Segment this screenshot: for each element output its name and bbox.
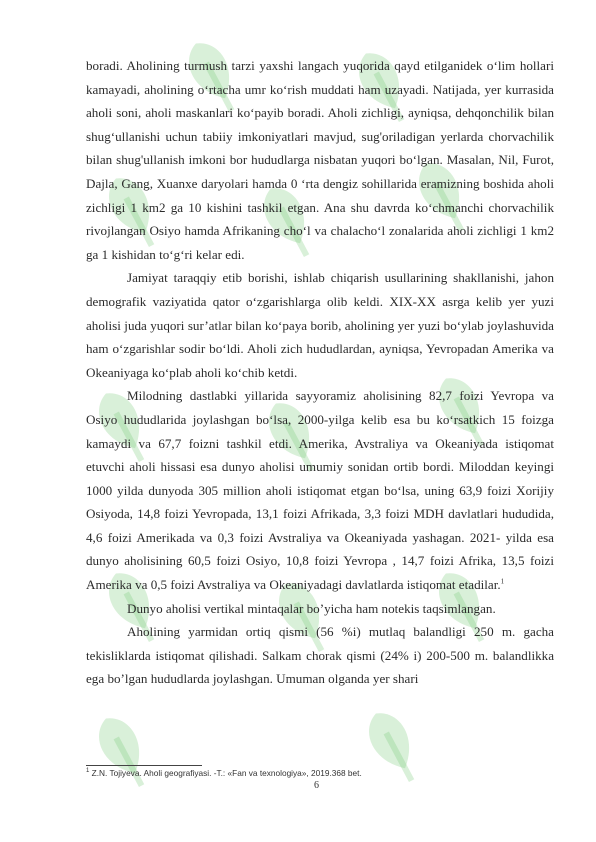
footnote — [86, 768, 362, 778]
footnote-reference[interactable]: 1 — [500, 577, 505, 586]
footnote-mark: 1 — [86, 768, 90, 775]
footnote-text: Z.N. Tojiyeva. Aholi geografiyasi. -T.: «Fan va texnologiya», 2019.368 bet. — [89, 768, 362, 778]
body-text — [86, 54, 554, 691]
page-number: 6 — [314, 780, 319, 791]
paragraph-3: Milodning dastlabki yillarida sayyoramiz aholisining 82,7 foizi Yevropa va Osiyo hududlarida joylashgan bo‘lsa, 2000-yilga kelib esa bu ko‘rsatkich 15 foizga kamaydi va 67,7 foizni tashkil etdi. Amerika, Avstraliya va Okeaniyada istiqomat etuvchi aholi hissasi esa dunyo aholisi umumiy sonidan ortib bordi. Miloddan keyingi 1000 yilda dunyoda 305 million aholi istiqomat etgan bo‘lsa, uning 63,9 foizi Xorijiy Osiyoda, 14,8 foizi Yevropada, 13,1 foizi Afrikada, 3,3 foizi MDH davlatlari hududida, 4,6 foizi Amerikada va 0,3 foizi Avstraliya va Okeaniyada yashagan. 2021- yilda esa dunyo aholisining 60,5 foizi Osiyo, 10,8 foizi Yevropa , 14,7 foizi Afrika, 13,5 foizi Amerika va 0,5 foizi Avstraliya va Okeaniyadagi davlatlarda istiqomat etadilar.$^1$ — [86, 388, 554, 593]
paragraph-5: Aholining yarmidan ortiq qismi (56 %i) mutlaq balandligi 250 m. gacha tekisliklarda istiqomat qilishadi. Salkam chorak qismi (24% i) 200-500 m. balandlikka ega bo’lgan hududlarda joylashgan. Umuman olganda yer shari — [86, 624, 554, 687]
paragraph-1: boradi. Aholining turmush tarzi yaxshi langach yuqorida qayd etilganidek o‘lim hollari kamayadi, aholining o‘rtacha umr ko‘rish muddati ham uzayadi. Natijada, yer kurrasida aholi soni, aholi maskanlari ko‘payib boradi. Aholi zichligi, ayniqsa, dehqonchilik bilan shug‘ullanishi uchun tabiiy imkoniyatlari mavjud, sug'oriladigan yerlarda chorvachilik bilan shug'ullanish imkoni bor hududlarga nisbatan yuqori bo‘lgan. Masalan, Nil, Furot, Dajla, Gang, Xuanxe daryolari hamda 0 ‘rta dengiz sohillarida eramizning boshida aholi zichligi 1 km2 ga 10 kishini tashkil etgan. Ana shu davrda ko‘chmanchi chorvachilik rivojlangan Osiyo hamda Afrikaning cho‘l va chalacho‘l zonalarida aholi zichligi 1 km2 ga 1 kishidan to‘g‘ri kelar edi. — [86, 58, 554, 262]
paragraph-4: Dunyo aholisi vertikal mintaqalar bo’yicha ham notekis taqsimlangan. — [127, 600, 496, 616]
footnote-separator — [86, 765, 202, 766]
paragraph-2: Jamiyat taraqqiy etib borishi, ishlab chiqarish usullarining shakllanishi, jahon demografik vaziyatida qator o‘zgarishlarga olib keldi. XIX-XX asrga kelib yer yuzi aholisi juda yuqori sur’atlar bilan ko‘paya borib, aholining yer yuzi bo‘ylab joylashuvida ham o‘zgarishlar sodir bo‘ldi. Aholi zich hududlardan, ayniqsa, Yevropadan Amerika va Okeaniyaga ko‘plab aholi ko‘chib ketdi. — [86, 270, 554, 380]
